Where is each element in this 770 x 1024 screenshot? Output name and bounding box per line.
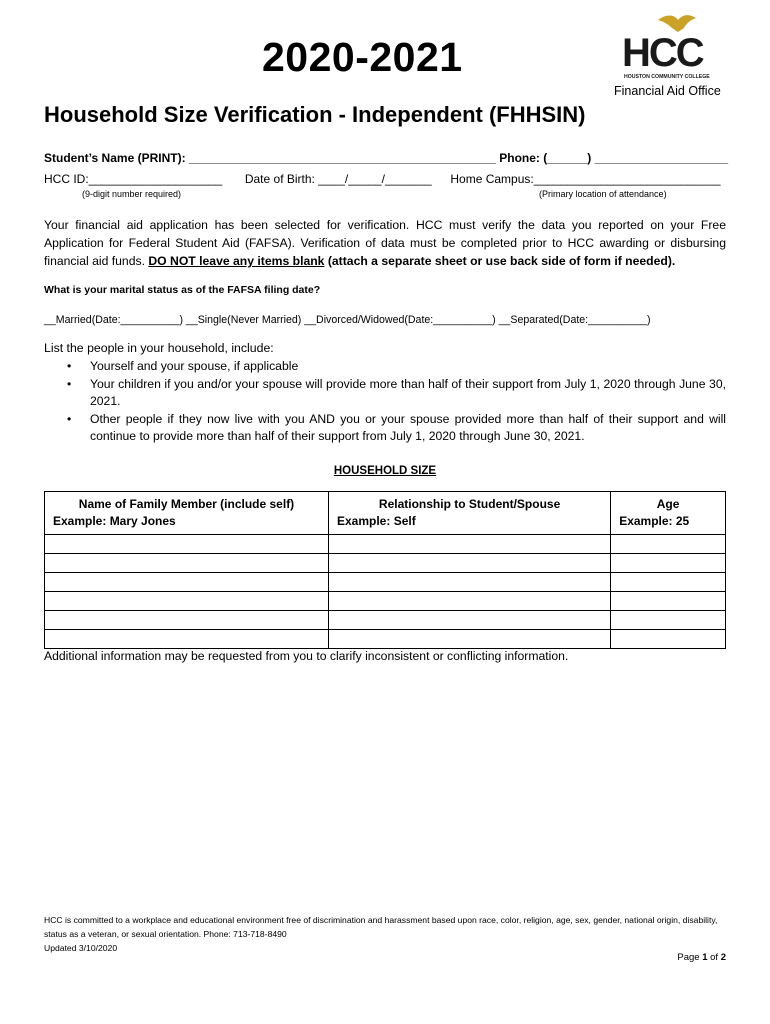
age-cell[interactable]	[611, 573, 726, 592]
age-cell[interactable]	[611, 554, 726, 573]
marital-status-options[interactable]: __Married(Date:__________) __Single(Never Married) __Divorced/Widowed(Date:__________) __Separated(Date:__________)	[44, 314, 651, 326]
phone-field[interactable]: Phone: (______) ____________________	[499, 151, 729, 165]
name-cell[interactable]	[45, 573, 329, 592]
name-cell[interactable]	[45, 630, 329, 649]
age-cell[interactable]	[611, 611, 726, 630]
relationship-cell[interactable]	[329, 630, 611, 649]
household-table	[44, 491, 726, 649]
relationship-cell[interactable]	[329, 611, 611, 630]
name-column-header: Name of Family Member (include self) Example: Mary Jones	[45, 492, 329, 535]
hcc-logo	[618, 12, 728, 82]
dob-field[interactable]: Date of Birth: ____/_____/_______	[244, 172, 432, 186]
marital-status-question: What is your marital status as of the FAFSA filing date?	[44, 284, 321, 296]
table-row	[45, 573, 726, 592]
do-not-leave-blank: DO NOT leave any items blank	[148, 254, 325, 268]
household-list-intro: List the people in your household, include:	[44, 341, 274, 355]
footer	[44, 913, 726, 955]
campus-hint: (Primary location of attendance)	[539, 189, 667, 199]
bullet-icon: •	[67, 376, 72, 391]
updated-date: Updated 3/10/2020	[44, 943, 118, 953]
table-row	[45, 630, 726, 649]
relationship-cell[interactable]	[329, 535, 611, 554]
list-item: • Other people if they now live with you AND you or your spouse provided more than half of their support and will continue to provide more than half of their support from July 1, 2020 through June 30, 2021.	[67, 411, 726, 443]
table-row	[45, 611, 726, 630]
name-cell[interactable]	[45, 592, 329, 611]
age-cell[interactable]	[611, 592, 726, 611]
list-item: • Your children if you and/or your spouse will provide more than half of their support from July 1, 2020 through June 30, 2021.	[67, 376, 726, 408]
relationship-column-header: Relationship to Student/Spouse Example: Self	[329, 492, 611, 535]
student-name-phone-row	[44, 151, 728, 165]
id-hint: (9-digit number required)	[82, 189, 182, 199]
table-header-row	[45, 492, 726, 535]
form-title: Household Size Verification - Independent (FHHSIN)	[44, 102, 586, 127]
relationship-cell[interactable]	[329, 592, 611, 611]
name-cell[interactable]	[45, 611, 329, 630]
additional-info-note: Additional information may be requested from you to clarify inconsistent or conflicting information.	[44, 649, 569, 663]
logo-subtext: HOUSTON COMMUNITY COLLEGE	[624, 74, 710, 80]
page-number: Page 1 of 2	[677, 952, 726, 963]
bullet-icon: •	[67, 359, 72, 373]
table-row	[45, 535, 726, 554]
form-year: 2020-2021	[262, 34, 463, 80]
nondiscrimination-statement: HCC is committed to a workplace and educational environment free of discrimination and harassment based upon race, color, religion, age, sex, gender, national origin, disability, status as a veteran, or sexual orientation. Phone: 713-718-8490	[44, 915, 718, 939]
relationship-cell[interactable]	[329, 554, 611, 573]
table-row	[45, 554, 726, 573]
hawk-logo-icon	[618, 12, 728, 82]
bullet-icon: •	[67, 411, 72, 426]
student-name-field[interactable]: Student’s Name (PRINT): ______________________________________________	[44, 151, 496, 165]
relationship-cell[interactable]	[329, 573, 611, 592]
office-name: Financial Aid Office	[614, 84, 721, 98]
name-cell[interactable]	[45, 535, 329, 554]
logo-text: HCC	[622, 31, 703, 75]
hcc-id-field[interactable]: HCC ID:____________________	[44, 172, 223, 186]
student-id-row	[44, 172, 721, 186]
table-row	[45, 592, 726, 611]
list-item: • Yourself and your spouse, if applicable	[44, 358, 726, 376]
household-size-title: HOUSEHOLD SIZE	[333, 465, 437, 477]
age-cell[interactable]	[611, 630, 726, 649]
age-column-header: Age Example: 25	[611, 492, 726, 535]
intro-paragraph: Your financial aid application has been selected for verification. HCC must verify the data you reported on your Free Application for Federal Student Aid (FAFSA). Verification of data must be completed prior to HCC awarding or disbursing financial aid funds. DO NOT leave any items blank (attach a separate sheet or use back side of form if needed).	[44, 218, 726, 268]
age-cell[interactable]	[611, 535, 726, 554]
household-list	[44, 358, 726, 446]
name-cell[interactable]	[45, 554, 329, 573]
home-campus-field[interactable]: Home Campus:____________________________	[450, 172, 721, 186]
